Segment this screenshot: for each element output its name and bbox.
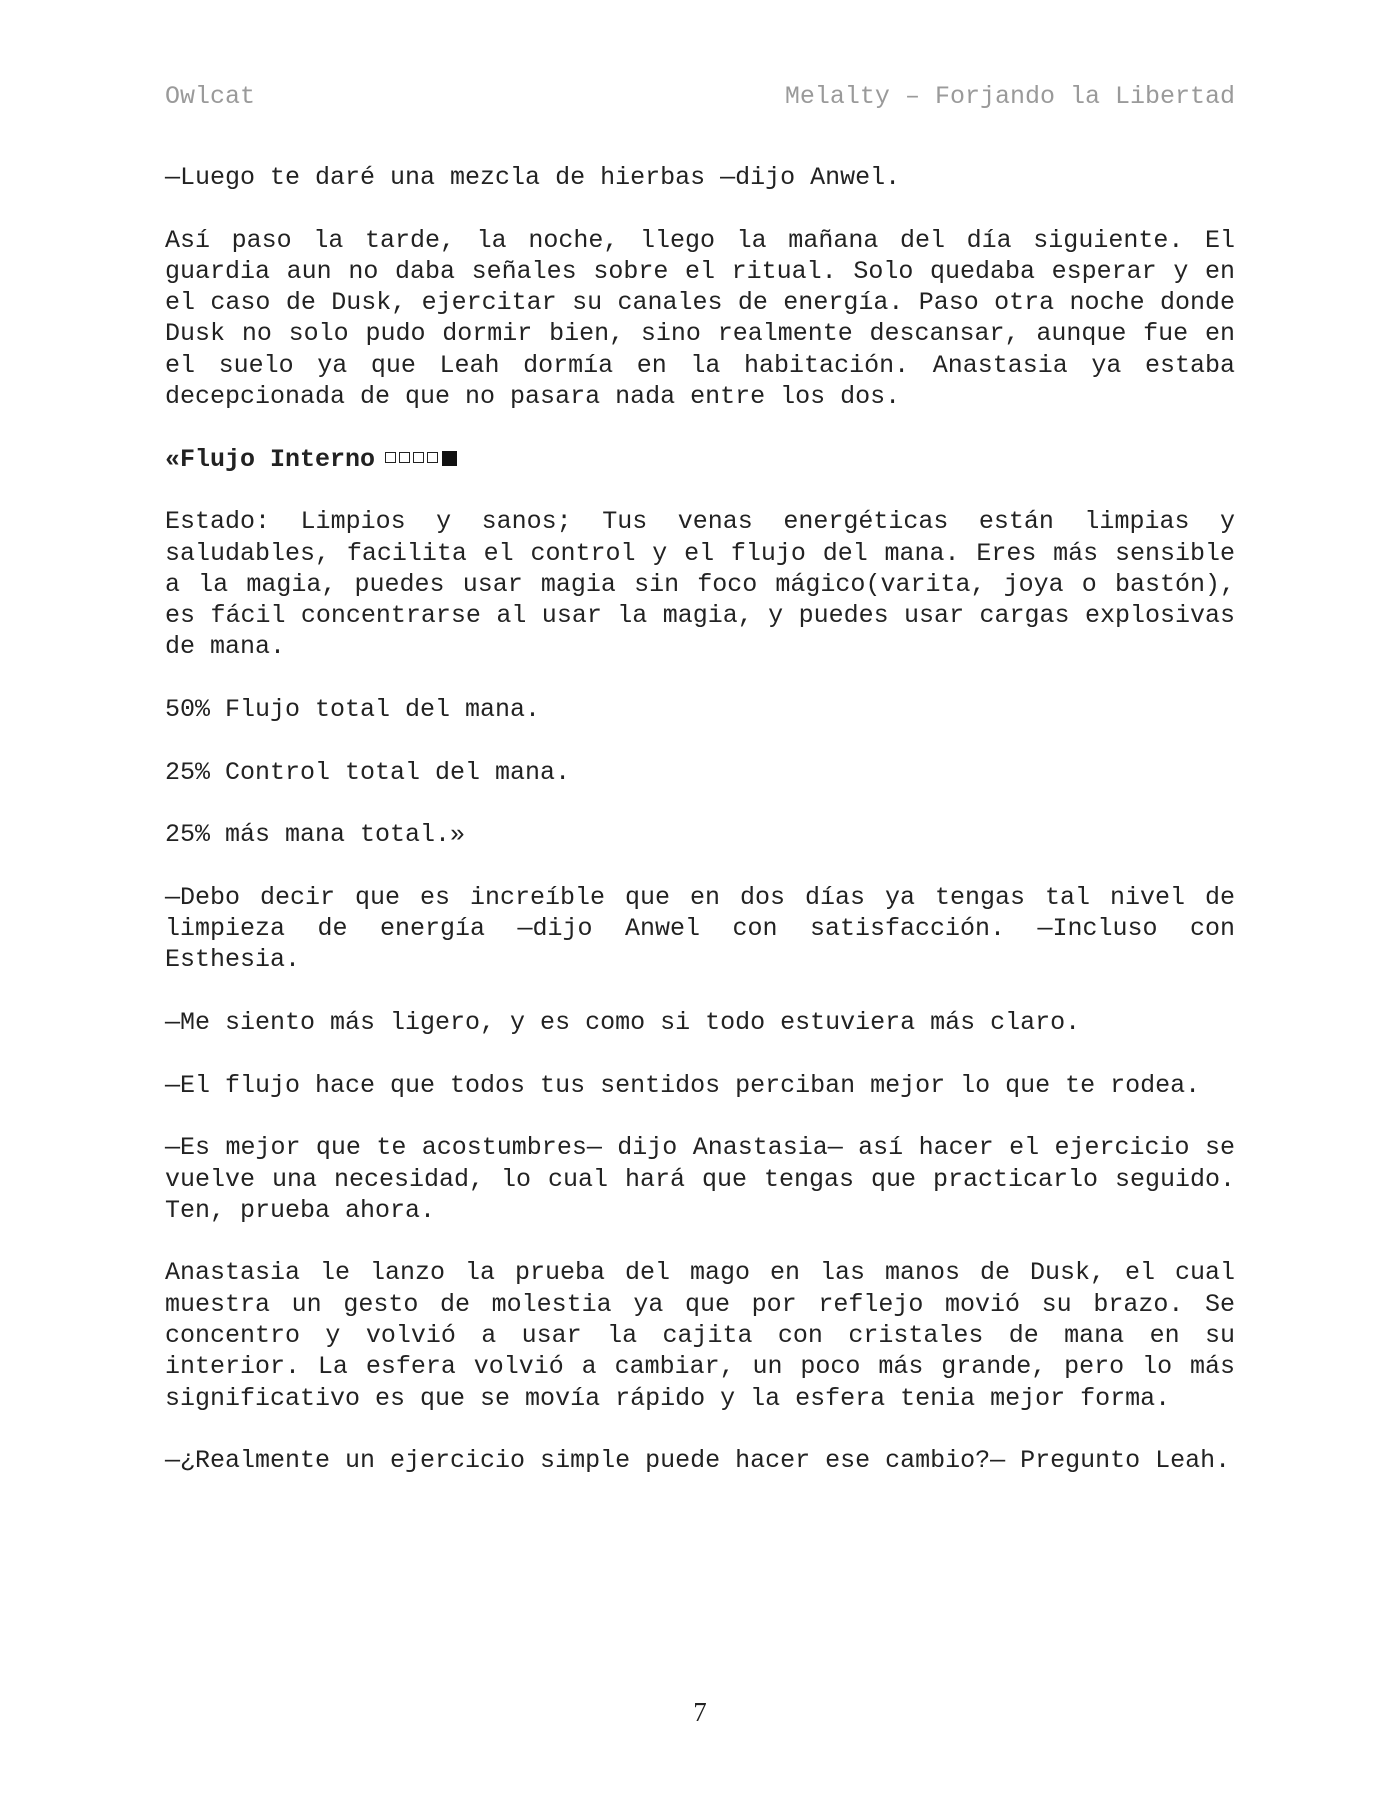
dialogue-paragraph: —Debo decir que es increíble que en dos días ya tengas tal nivel de limpieza de energía —dijo Anwel con satisfacción. —Incluso con Esthesia. [165,882,1235,975]
empty-square-icon [399,452,410,463]
status-stat: 50% Flujo total del mana. [165,695,541,725]
header-book-title: Melalty – Forjando la Libertad [784,82,1235,111]
status-stat: 25% Control total del mana. [165,757,571,787]
empty-square-icon [385,452,396,463]
filled-square-icon [442,451,457,466]
paragraph: Así paso la tarde, la noche, llego la mañana del día siguiente. El guardia aun no daba señales sobre el ritual. Solo quedaba esperar y en el caso de Dusk, ejercitar su canales de energía. Paso otra noche donde Dusk no solo pudo dormir bien, sino realmente descansar, aunque fue en el suelo ya que Leah dormía en la habitación. Anastasia ya estaba decepcionada de que no pasara nada entre los dos. [165,225,1235,412]
header-author: Owlcat [165,82,256,111]
narration-paragraph: Anastasia le lanzo la prueba del mago en las manos de Dusk, el cual muestra un gesto de molestia ya que por reflejo movió su brazo. Se concentro y volvió a usar la cajita con cristales de mana en su interior. La esfera volvió a cambiar, un poco más grande, pero lo más significativo es que se movía rápido y la esfera tenia mejor forma. [165,1258,1235,1413]
empty-square-icon [427,452,438,463]
dialogue-paragraph: —¿Realmente un ejercicio simple puede hacer ese cambio?— Pregunto Leah. [165,1446,1231,1476]
dialogue-paragraph: —El flujo hace que todos tus sentidos perciban mejor lo que te rodea. [165,1070,1201,1100]
status-block-title: «Flujo Interno [165,444,376,474]
page-body [165,162,1235,1476]
status-stat: 25% más mana total.» [165,820,466,850]
paragraph: —Luego te daré una mezcla de hierbas —dijo Anwel. [165,163,901,192]
running-header [165,82,1235,116]
dialogue-paragraph: —Es mejor que te acostumbres— dijo Anastasia— así hacer el ejercicio se vuelve una necesidad, lo cual hará que tengas que practicarlo seguido. Ten, prueba ahora. [165,1133,1235,1225]
dialogue-paragraph: —Me siento más ligero, y es como si todo estuviera más claro. [165,1008,1081,1038]
status-block-title-line [165,444,1235,475]
empty-square-icon [413,452,424,463]
page-number: 7 [693,1697,707,1727]
status-description: Estado: Limpios y sanos; Tus venas energéticas están limpias y saludables, facilita el control y el flujo del mana. Eres más sensible a la magia, puedes usar magia sin foco mágico(varita, joya o bastón), es fácil concentrarse al usar la magia, y puedes usar cargas explosivas de mana. [165,507,1235,662]
